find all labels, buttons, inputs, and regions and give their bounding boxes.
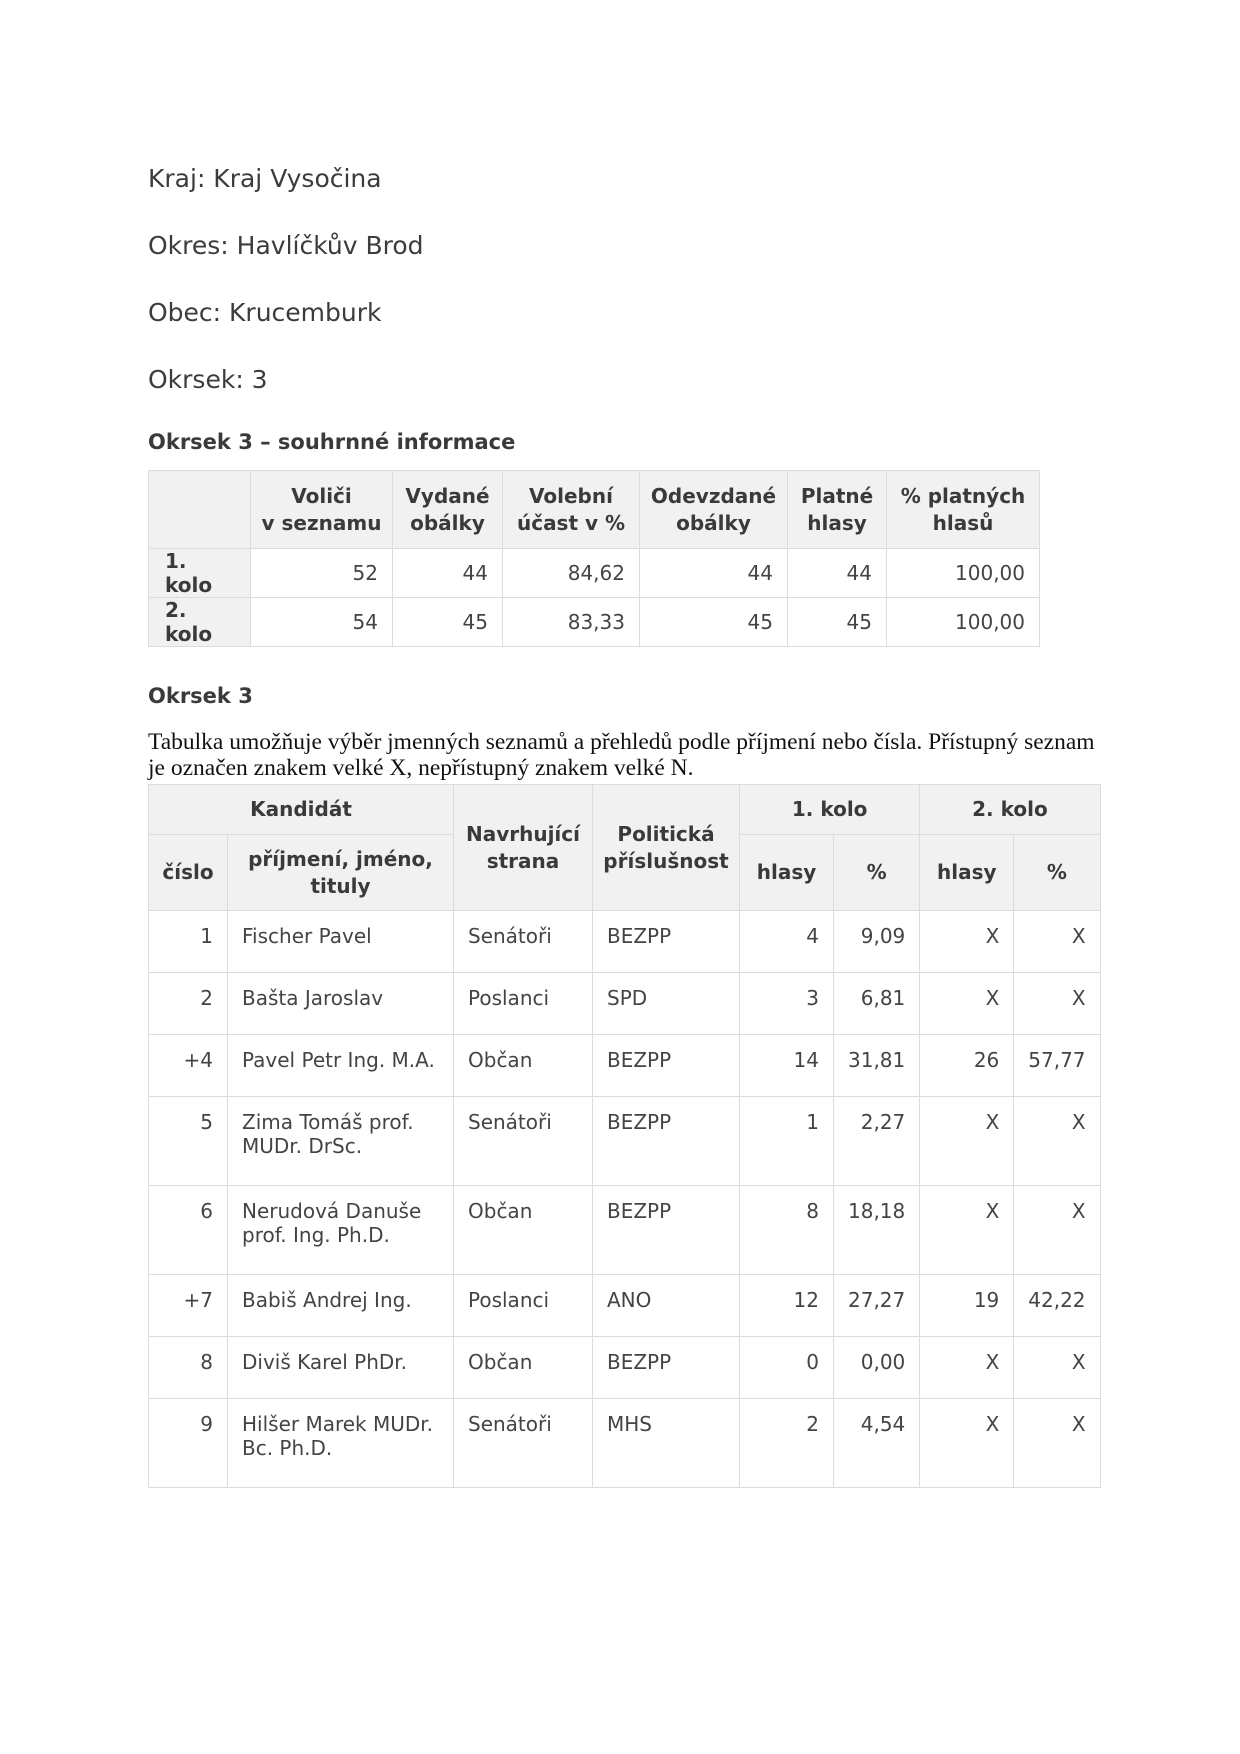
cell-cislo: 9 xyxy=(149,1399,228,1488)
cell-cislo: +7 xyxy=(149,1275,228,1337)
cell-cislo: 5 xyxy=(149,1097,228,1186)
cell-kolo-1-procent: 6,81 xyxy=(834,973,920,1035)
candidate-row xyxy=(149,1337,1101,1399)
candidates-header-row-1 xyxy=(149,785,1101,835)
col-prijmeni-jmeno: příjmení, jméno, tituly xyxy=(228,835,454,911)
cell-kolo-1-hlasy: 12 xyxy=(740,1275,834,1337)
cell-prislusnost: ANO xyxy=(593,1275,740,1337)
cell-vydane-obalky: 44 xyxy=(393,549,503,598)
candidate-row xyxy=(149,1035,1101,1097)
candidate-row xyxy=(149,1399,1101,1488)
summary-corner-cell xyxy=(149,471,251,549)
col-navrhujici-strana: Navrhující strana xyxy=(454,785,593,911)
cell-strana: Senátoři xyxy=(454,1399,593,1488)
okres-line: Okres: Havlíčkův Brod xyxy=(148,231,424,260)
summary-header-row xyxy=(149,471,1040,549)
cell-volici: 54 xyxy=(251,598,393,647)
cell-kolo-1-procent: 0,00 xyxy=(834,1337,920,1399)
cell-kolo-2-hlasy: X xyxy=(920,911,1014,973)
cell-kolo-2-hlasy: 19 xyxy=(920,1275,1014,1337)
cell-procent-platnych: 100,00 xyxy=(887,549,1040,598)
candidate-row xyxy=(149,973,1101,1035)
cell-strana: Občan xyxy=(454,1337,593,1399)
candidate-row xyxy=(149,1186,1101,1275)
cell-prislusnost: BEZPP xyxy=(593,911,740,973)
cell-strana: Poslanci xyxy=(454,1275,593,1337)
cell-kolo-1-hlasy: 3 xyxy=(740,973,834,1035)
cell-volebni-ucast: 83,33 xyxy=(503,598,640,647)
col-kolo-1-procent: % xyxy=(834,835,920,911)
cell-strana: Senátoři xyxy=(454,1097,593,1186)
cell-prislusnost: BEZPP xyxy=(593,1186,740,1275)
cell-kolo-2-procent: X xyxy=(1014,911,1100,973)
cell-jmeno: Fischer Pavel xyxy=(228,911,454,973)
cell-jmeno: Zima Tomáš prof. MUDr. DrSc. xyxy=(228,1097,454,1186)
col-cislo: číslo xyxy=(149,835,228,911)
col-volebni-ucast: Volební účast v % xyxy=(503,471,640,549)
cell-cislo: 1 xyxy=(149,911,228,973)
cell-vydane-obalky: 45 xyxy=(393,598,503,647)
cell-kolo-1-hlasy: 2 xyxy=(740,1399,834,1488)
col-kolo-2-procent: % xyxy=(1014,835,1100,911)
cell-kolo-1-procent: 4,54 xyxy=(834,1399,920,1488)
cell-cislo: 8 xyxy=(149,1337,228,1399)
cell-jmeno: Pavel Petr Ing. M.A. xyxy=(228,1035,454,1097)
cell-kolo-2-hlasy: X xyxy=(920,1097,1014,1186)
cell-kolo-1-hlasy: 1 xyxy=(740,1097,834,1186)
cell-kolo-2-hlasy: X xyxy=(920,1337,1014,1399)
cell-procent-platnych: 100,00 xyxy=(887,598,1040,647)
summary-title: Okrsek 3 – souhrnné informace xyxy=(148,430,516,454)
candidates-title: Okrsek 3 xyxy=(148,684,253,708)
cell-cislo: +4 xyxy=(149,1035,228,1097)
cell-kolo-2-hlasy: X xyxy=(920,973,1014,1035)
cell-strana: Senátoři xyxy=(454,911,593,973)
cell-jmeno: Hilšer Marek MUDr. Bc. Ph.D. xyxy=(228,1399,454,1488)
candidates-description: Tabulka umožňuje výběr jmenných seznamů a přehledů podle příjmení nebo čísla. Přístupný seznam je označen znakem velké X, nepřístupný znakem velké N. xyxy=(148,729,1095,781)
row-label: 1. kolo xyxy=(149,549,251,598)
cell-prislusnost: BEZPP xyxy=(593,1035,740,1097)
cell-prislusnost: BEZPP xyxy=(593,1337,740,1399)
cell-kolo-2-procent: X xyxy=(1014,1337,1100,1399)
cell-kolo-2-hlasy: X xyxy=(920,1399,1014,1488)
cell-cislo: 2 xyxy=(149,973,228,1035)
cell-strana: Občan xyxy=(454,1186,593,1275)
cell-kolo-2-hlasy: 26 xyxy=(920,1035,1014,1097)
row-label: 2. kolo xyxy=(149,598,251,647)
col-kandidat: Kandidát xyxy=(149,785,454,835)
cell-kolo-2-hlasy: X xyxy=(920,1186,1014,1275)
candidate-row xyxy=(149,1097,1101,1186)
cell-odevzdane-obalky: 45 xyxy=(640,598,788,647)
cell-prislusnost: BEZPP xyxy=(593,1097,740,1186)
cell-kolo-1-hlasy: 0 xyxy=(740,1337,834,1399)
candidates-table xyxy=(148,784,1101,1488)
col-procent-platnych: % platných hlasů xyxy=(887,471,1040,549)
cell-kolo-2-procent: X xyxy=(1014,1186,1100,1275)
col-kolo-1: 1. kolo xyxy=(740,785,920,835)
cell-platne-hlasy: 44 xyxy=(788,549,887,598)
cell-kolo-2-procent: 42,22 xyxy=(1014,1275,1100,1337)
col-volici: Voliči v seznamu xyxy=(251,471,393,549)
cell-volici: 52 xyxy=(251,549,393,598)
cell-odevzdane-obalky: 44 xyxy=(640,549,788,598)
cell-platne-hlasy: 45 xyxy=(788,598,887,647)
cell-kolo-1-hlasy: 4 xyxy=(740,911,834,973)
cell-kolo-1-procent: 31,81 xyxy=(834,1035,920,1097)
cell-prislusnost: MHS xyxy=(593,1399,740,1488)
cell-strana: Občan xyxy=(454,1035,593,1097)
cell-kolo-1-hlasy: 14 xyxy=(740,1035,834,1097)
cell-kolo-1-hlasy: 8 xyxy=(740,1186,834,1275)
cell-kolo-2-procent: X xyxy=(1014,973,1100,1035)
col-kolo-1-hlasy: hlasy xyxy=(740,835,834,911)
summary-row-kolo-2 xyxy=(149,598,1040,647)
col-politicka-prislusnost: Politická příslušnost xyxy=(593,785,740,911)
cell-kolo-1-procent: 9,09 xyxy=(834,911,920,973)
col-platne-hlasy: Platné hlasy xyxy=(788,471,887,549)
col-kolo-2: 2. kolo xyxy=(920,785,1100,835)
cell-strana: Poslanci xyxy=(454,973,593,1035)
cell-jmeno: Diviš Karel PhDr. xyxy=(228,1337,454,1399)
candidate-row xyxy=(149,911,1101,973)
cell-prislusnost: SPD xyxy=(593,973,740,1035)
cell-kolo-2-procent: X xyxy=(1014,1097,1100,1186)
summary-table xyxy=(148,470,1040,647)
cell-kolo-2-procent: X xyxy=(1014,1399,1100,1488)
col-kolo-2-hlasy: hlasy xyxy=(920,835,1014,911)
cell-kolo-1-procent: 18,18 xyxy=(834,1186,920,1275)
cell-kolo-2-procent: 57,77 xyxy=(1014,1035,1100,1097)
okrsek-line: Okrsek: 3 xyxy=(148,365,268,394)
col-vydane-obalky: Vydané obálky xyxy=(393,471,503,549)
cell-jmeno: Babiš Andrej Ing. xyxy=(228,1275,454,1337)
cell-jmeno: Bašta Jaroslav xyxy=(228,973,454,1035)
kraj-line: Kraj: Kraj Vysočina xyxy=(148,164,382,193)
col-odevzdane-obalky: Odevzdané obálky xyxy=(640,471,788,549)
candidate-row xyxy=(149,1275,1101,1337)
cell-kolo-1-procent: 27,27 xyxy=(834,1275,920,1337)
cell-jmeno: Nerudová Danuše prof. Ing. Ph.D. xyxy=(228,1186,454,1275)
summary-row-kolo-1 xyxy=(149,549,1040,598)
cell-cislo: 6 xyxy=(149,1186,228,1275)
obec-line: Obec: Krucemburk xyxy=(148,298,382,327)
cell-kolo-1-procent: 2,27 xyxy=(834,1097,920,1186)
cell-volebni-ucast: 84,62 xyxy=(503,549,640,598)
